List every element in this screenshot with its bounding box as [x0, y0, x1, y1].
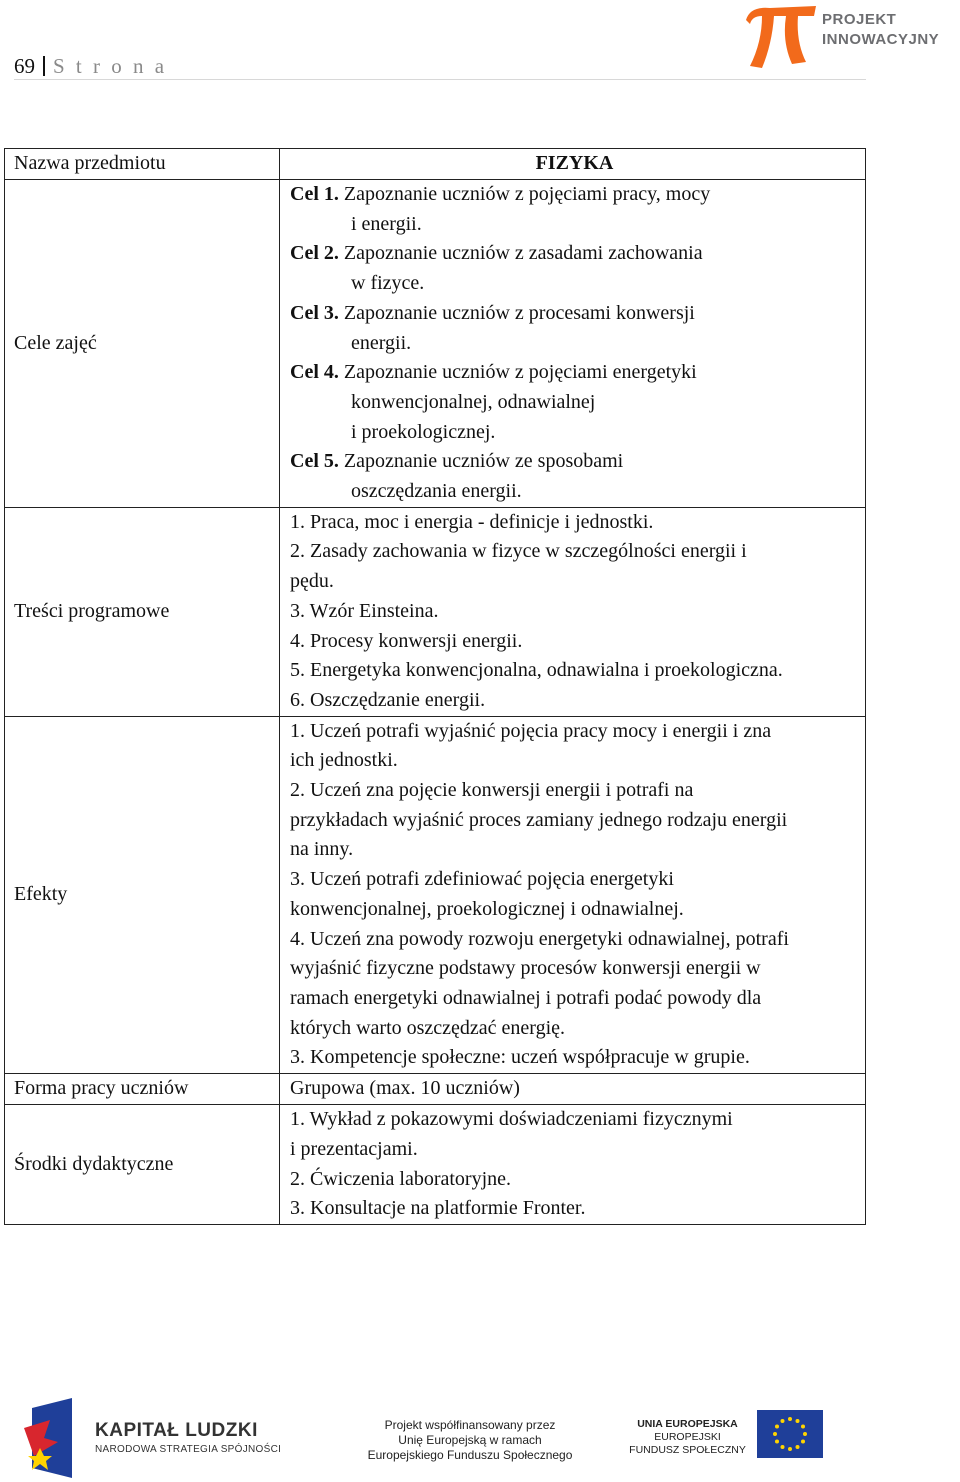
content-line: pędu. [290, 570, 334, 593]
goal-1-line-2: i energii. [351, 212, 422, 235]
row-content [5, 507, 866, 716]
content-line: 4. Procesy konwersji energii. [290, 629, 523, 652]
eu-line: EUROPEJSKI [654, 1431, 721, 1443]
content-cell [280, 507, 866, 716]
means-line: i prezentacjami. [290, 1137, 418, 1160]
effects-line: których warto oszczędzać energię. [290, 1016, 566, 1039]
effects-line: ich jednostki. [290, 749, 398, 772]
content-line: 3. Wzór Einsteina. [290, 599, 439, 622]
subject-label: Nazwa przedmiotu [5, 149, 280, 180]
effects-line: na inny. [290, 838, 354, 861]
effects-line: ramach energetyki odnawialnej i potrafi podać powody dla [290, 986, 762, 1009]
content-line: 6. Oszczędzanie energii. [290, 688, 486, 711]
goal-4-line-1: Cel 4. Zapoznanie uczniów z pojęciami energetyki [290, 361, 697, 384]
course-table [4, 148, 866, 1225]
page-number-separator [43, 56, 45, 76]
row-effects [5, 716, 866, 1073]
work-form-value: Grupowa (max. 10 uczniów) [280, 1074, 866, 1105]
cofin-line: Unię Europejską w ramach [398, 1433, 542, 1447]
subject-value: FIZYKA [280, 149, 866, 180]
work-form-label: Forma pracy uczniów [5, 1074, 280, 1105]
content-line: 1. Praca, moc i energia - definicje i jednostki. [290, 510, 654, 533]
content-label: Treści programowe [5, 507, 280, 716]
projekt-innowacyjny-logo [740, 2, 960, 72]
logo-line-2: INNOWACYJNY [822, 31, 940, 48]
goal-4-line-2: konwencjonalnej, odnawialnej [351, 390, 596, 413]
kl-title: KAPITAŁ LUDZKI [95, 1420, 258, 1441]
effects-line: wyjaśnić fizyczne podstawy procesów konwersji energii w [290, 957, 761, 980]
goal-3-line-1: Cel 3. Zapoznanie uczniów z procesami konwersji [290, 301, 695, 324]
effects-line: przykładach wyjaśnić proces zamiany jednego rodzaju energii [290, 808, 788, 831]
goal-5-line-1: Cel 5. Zapoznanie uczniów ze sposobami [290, 450, 624, 473]
page-number-value: 69 [14, 54, 35, 78]
goal-4-line-3: i proekologicznej. [351, 420, 496, 443]
goal-2-line-1: Cel 2. Zapoznanie uczniów z zasadami zachowania [290, 242, 703, 265]
means-label: Środki dydaktyczne [5, 1105, 280, 1225]
eu-line: FUNDUSZ SPOŁECZNY [629, 1444, 746, 1456]
effects-line: 1. Uczeń potrafi wyjaśnić pojęcia pracy mocy i energii i zna [290, 719, 772, 742]
effects-label: Efekty [5, 716, 280, 1073]
logo-line-1: PROJEKT [822, 11, 897, 28]
eu-line: UNIA EUROPEJSKA [637, 1418, 738, 1430]
kapital-ludzki-logo-icon [24, 1398, 88, 1478]
eu-flag-icon [757, 1410, 823, 1458]
page-word: S t r o n a [53, 54, 168, 78]
means-line: 2. Ćwiczenia laboratoryjne. [290, 1167, 512, 1190]
goals-cell [280, 180, 866, 508]
effects-line: 3. Uczeń potrafi zdefiniować pojęcia energetyki [290, 868, 674, 891]
goals-label: Cele zajęć [5, 180, 280, 508]
cofin-line: Europejskiego Funduszu Społecznego [367, 1448, 573, 1462]
effects-line: konwencjonalnej, proekologicznej i odnawialnej. [290, 897, 684, 920]
cofin-line: Projekt współfinansowany przez [384, 1418, 556, 1432]
logo-text [822, 10, 939, 50]
kapital-ludzki-text [95, 1420, 281, 1455]
means-line: 1. Wykład z pokazowymi doświadczeniami fizycznymi [290, 1108, 733, 1131]
footer [0, 1390, 960, 1482]
effects-cell [280, 716, 866, 1073]
effects-line: 3. Kompetencje społeczne: uczeń współpracuje w grupie. [290, 1046, 750, 1069]
goal-3-line-2: energii. [351, 331, 412, 354]
cofinancing-text [355, 1418, 585, 1463]
row-work-form [5, 1074, 866, 1105]
row-means [5, 1105, 866, 1225]
pi-icon [740, 2, 820, 72]
means-line: 3. Konsultacje na platformie Fronter. [290, 1197, 586, 1220]
header-rule [14, 79, 866, 80]
content-line: 2. Zasady zachowania w fizyce w szczególności energii i [290, 540, 747, 563]
effects-line: 2. Uczeń zna pojęcie konwersji energii i potrafi na [290, 779, 694, 802]
content-line: 5. Energetyka konwencjonalna, odnawialna i proekologiczna. [290, 659, 783, 682]
effects-line: 4. Uczeń zna powody rozwoju energetyki odnawialnej, potrafi [290, 927, 789, 950]
goal-5-line-2: oszczędzania energii. [351, 480, 522, 503]
row-goals [5, 180, 866, 508]
eu-text [625, 1418, 750, 1457]
goal-2-line-2: w fizyce. [351, 272, 425, 295]
means-cell [280, 1105, 866, 1225]
kl-subtitle: NARODOWA STRATEGIA SPÓJNOŚCI [95, 1444, 282, 1455]
goal-1-line-1: Cel 1. Zapoznanie uczniów z pojęciami pracy, mocy [290, 183, 711, 205]
page-number [14, 54, 167, 79]
row-subject [5, 149, 866, 180]
